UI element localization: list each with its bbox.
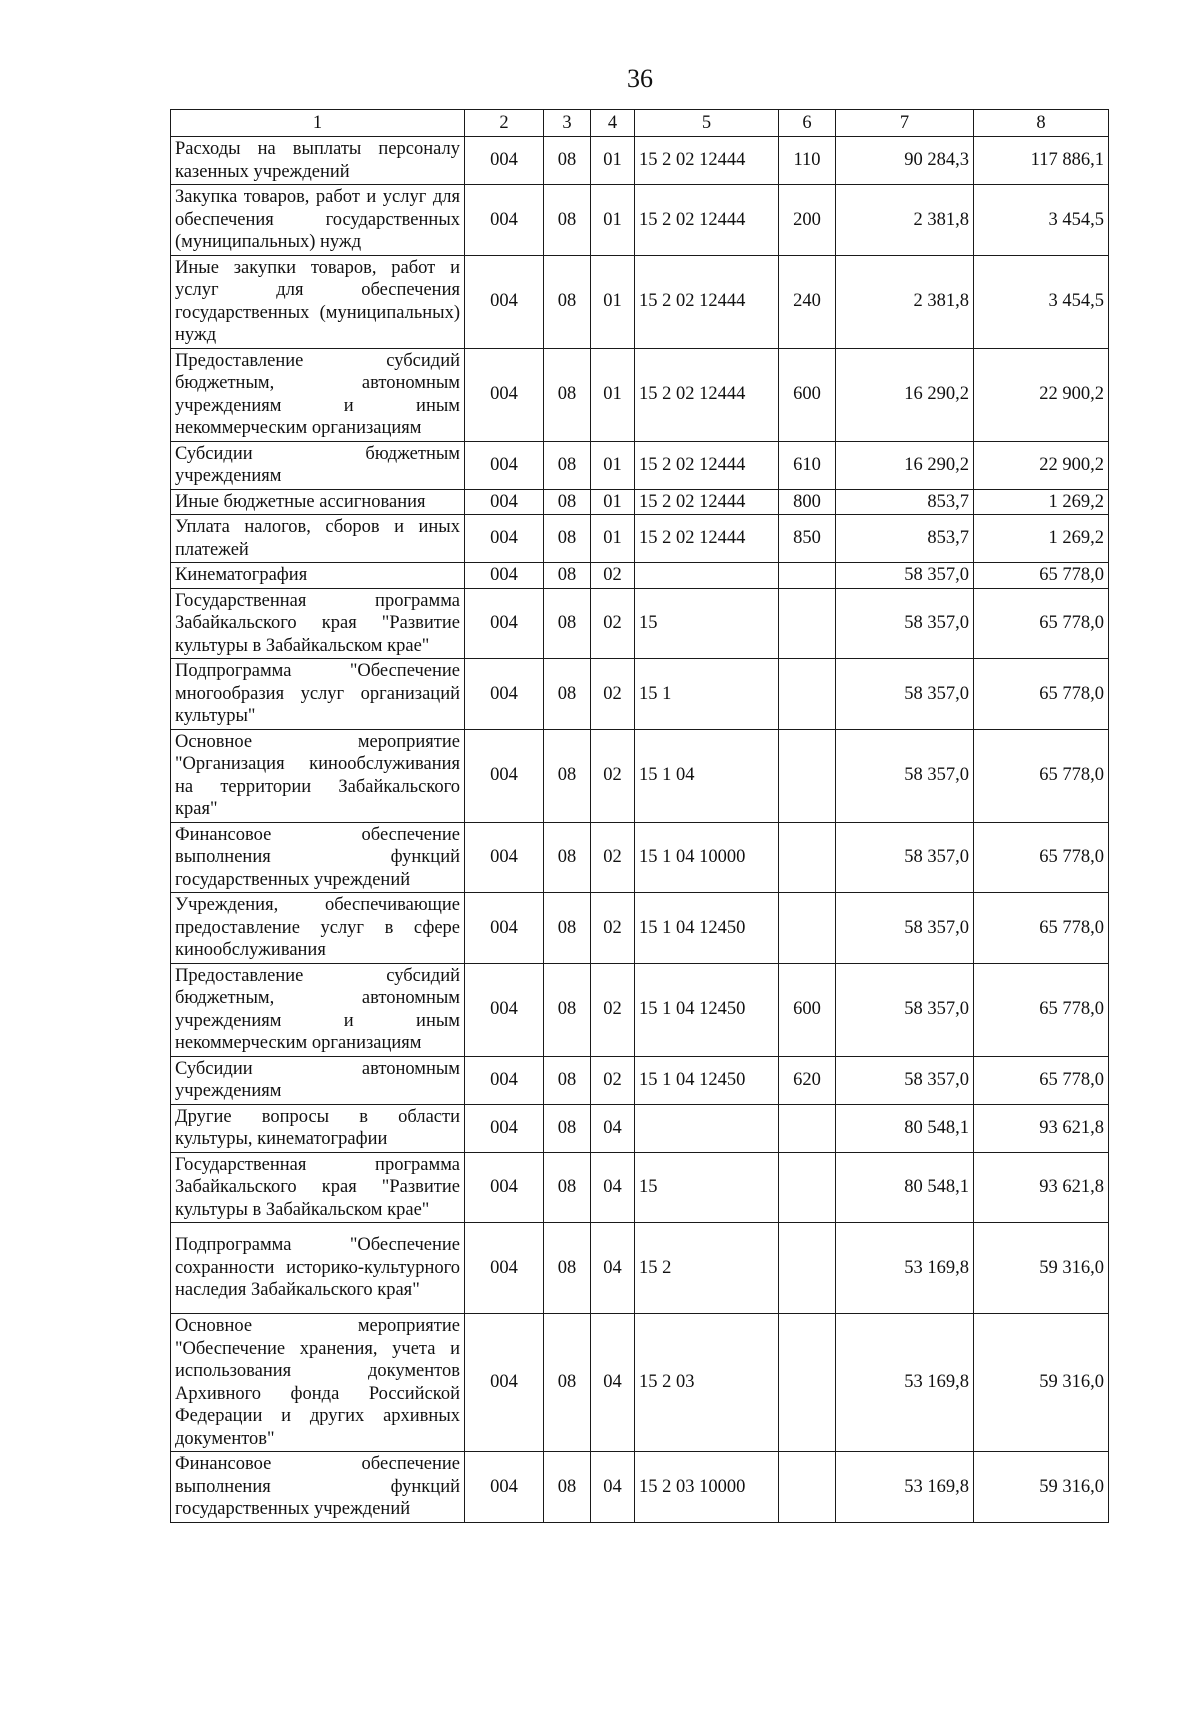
amount-year-1: 53 169,8 — [836, 1314, 974, 1452]
section-code: 08 — [544, 255, 591, 348]
table-row — [171, 963, 1109, 1056]
expense-type — [779, 659, 836, 730]
target-article: 15 1 04 12450 — [635, 893, 779, 964]
target-article: 15 2 03 — [635, 1314, 779, 1452]
target-article: 15 2 02 12444 — [635, 137, 779, 185]
expense-name: Государственная программа Забайкальского края "Развитие культуры в Забайкальском крае" — [171, 588, 465, 659]
amount-year-1: 853,7 — [836, 515, 974, 563]
section-code: 08 — [544, 822, 591, 893]
amount-year-1: 53 169,8 — [836, 1452, 974, 1523]
amount-year-1: 58 357,0 — [836, 563, 974, 589]
subsection-code: 02 — [591, 1056, 635, 1104]
amount-year-1: 16 290,2 — [836, 348, 974, 441]
ministry-code: 004 — [465, 515, 544, 563]
amount-year-1: 58 357,0 — [836, 659, 974, 730]
ministry-code: 004 — [465, 255, 544, 348]
amount-year-1: 16 290,2 — [836, 441, 974, 489]
target-article: 15 2 02 12444 — [635, 255, 779, 348]
amount-year-1: 58 357,0 — [836, 729, 974, 822]
target-article: 15 1 04 12450 — [635, 963, 779, 1056]
expense-type: 850 — [779, 515, 836, 563]
target-article: 15 2 03 10000 — [635, 1452, 779, 1523]
amount-year-2: 3 454,5 — [974, 255, 1109, 348]
amount-year-1: 58 357,0 — [836, 588, 974, 659]
amount-year-1: 80 548,1 — [836, 1152, 974, 1223]
amount-year-1: 90 284,3 — [836, 137, 974, 185]
expense-name: Государственная программа Забайкальского края "Развитие культуры в Забайкальском крае" — [171, 1152, 465, 1223]
amount-year-1: 80 548,1 — [836, 1104, 974, 1152]
expense-type: 620 — [779, 1056, 836, 1104]
target-article: 15 2 02 12444 — [635, 441, 779, 489]
expense-name: Подпрограмма "Обеспечение многообразия услуг организаций культуры" — [171, 659, 465, 730]
col-header: 6 — [779, 110, 836, 137]
amount-year-2: 65 778,0 — [974, 563, 1109, 589]
table-row — [171, 893, 1109, 964]
ministry-code: 004 — [465, 1152, 544, 1223]
ministry-code: 004 — [465, 963, 544, 1056]
table-row — [171, 348, 1109, 441]
section-code: 08 — [544, 137, 591, 185]
col-header: 1 — [171, 110, 465, 137]
section-code: 08 — [544, 1056, 591, 1104]
budget-table — [170, 109, 1109, 1523]
expense-type: 610 — [779, 441, 836, 489]
expense-type — [779, 1152, 836, 1223]
target-article: 15 2 — [635, 1223, 779, 1314]
section-code: 08 — [544, 588, 591, 659]
expense-type: 110 — [779, 137, 836, 185]
table-row — [171, 729, 1109, 822]
col-header: 4 — [591, 110, 635, 137]
col-header: 8 — [974, 110, 1109, 137]
table-row — [171, 1104, 1109, 1152]
amount-year-2: 59 316,0 — [974, 1452, 1109, 1523]
expense-name: Закупка товаров, работ и услуг для обеспечения государственных (муниципальных) нужд — [171, 185, 465, 256]
amount-year-2: 65 778,0 — [974, 822, 1109, 893]
table-row — [171, 1152, 1109, 1223]
amount-year-2: 65 778,0 — [974, 1056, 1109, 1104]
target-article: 15 — [635, 1152, 779, 1223]
section-code: 08 — [544, 729, 591, 822]
amount-year-1: 58 357,0 — [836, 822, 974, 893]
ministry-code: 004 — [465, 588, 544, 659]
amount-year-1: 2 381,8 — [836, 185, 974, 256]
subsection-code: 02 — [591, 659, 635, 730]
subsection-code: 01 — [591, 515, 635, 563]
expense-name: Расходы на выплаты персоналу казенных учреждений — [171, 137, 465, 185]
section-code: 08 — [544, 489, 591, 515]
section-code: 08 — [544, 1152, 591, 1223]
expense-name: Учреждения, обеспечивающие предоставление услуг в сфере кинообслуживания — [171, 893, 465, 964]
table-row — [171, 489, 1109, 515]
expense-type — [779, 563, 836, 589]
expense-name: Подпрограмма "Обеспечение сохранности историко-культурного наследия Забайкальского края" — [171, 1223, 465, 1314]
amount-year-1: 53 169,8 — [836, 1223, 974, 1314]
amount-year-2: 22 900,2 — [974, 441, 1109, 489]
col-header: 3 — [544, 110, 591, 137]
ministry-code: 004 — [465, 1452, 544, 1523]
ministry-code: 004 — [465, 1314, 544, 1452]
section-code: 08 — [544, 1104, 591, 1152]
target-article — [635, 1104, 779, 1152]
ministry-code: 004 — [465, 729, 544, 822]
amount-year-2: 22 900,2 — [974, 348, 1109, 441]
amount-year-2: 65 778,0 — [974, 963, 1109, 1056]
table-row — [171, 255, 1109, 348]
section-code: 08 — [544, 1452, 591, 1523]
amount-year-1: 58 357,0 — [836, 893, 974, 964]
table-row — [171, 185, 1109, 256]
table-row — [171, 588, 1109, 659]
target-article: 15 2 02 12444 — [635, 348, 779, 441]
table-row — [171, 1452, 1109, 1523]
target-article: 15 1 04 10000 — [635, 822, 779, 893]
amount-year-1: 2 381,8 — [836, 255, 974, 348]
amount-year-2: 3 454,5 — [974, 185, 1109, 256]
expense-type: 240 — [779, 255, 836, 348]
subsection-code: 01 — [591, 137, 635, 185]
amount-year-2: 117 886,1 — [974, 137, 1109, 185]
amount-year-2: 65 778,0 — [974, 729, 1109, 822]
expense-type — [779, 1314, 836, 1452]
ministry-code: 004 — [465, 489, 544, 515]
ministry-code: 004 — [465, 1104, 544, 1152]
col-header: 7 — [836, 110, 974, 137]
expense-type: 200 — [779, 185, 836, 256]
amount-year-1: 58 357,0 — [836, 1056, 974, 1104]
amount-year-1: 58 357,0 — [836, 963, 974, 1056]
subsection-code: 04 — [591, 1223, 635, 1314]
ministry-code: 004 — [465, 137, 544, 185]
subsection-code: 04 — [591, 1152, 635, 1223]
subsection-code: 02 — [591, 588, 635, 659]
amount-year-2: 93 621,8 — [974, 1152, 1109, 1223]
expense-type — [779, 1223, 836, 1314]
expense-name: Основное мероприятие "Организация кинообслуживания на территории Забайкальского края" — [171, 729, 465, 822]
target-article: 15 1 04 — [635, 729, 779, 822]
table-row — [171, 659, 1109, 730]
subsection-code: 01 — [591, 348, 635, 441]
expense-type: 600 — [779, 963, 836, 1056]
subsection-code: 01 — [591, 441, 635, 489]
expense-type — [779, 822, 836, 893]
expense-name: Предоставление субсидий бюджетным, автономным учреждениям и иным некоммерческим организациям — [171, 348, 465, 441]
target-article: 15 1 — [635, 659, 779, 730]
table-row — [171, 1314, 1109, 1452]
section-code: 08 — [544, 563, 591, 589]
col-header: 2 — [465, 110, 544, 137]
subsection-code: 01 — [591, 185, 635, 256]
expense-type: 800 — [779, 489, 836, 515]
ministry-code: 004 — [465, 659, 544, 730]
amount-year-2: 59 316,0 — [974, 1223, 1109, 1314]
expense-name: Другие вопросы в области культуры, кинематографии — [171, 1104, 465, 1152]
section-code: 08 — [544, 893, 591, 964]
ministry-code: 004 — [465, 893, 544, 964]
target-article: 15 2 02 12444 — [635, 185, 779, 256]
table-row — [171, 563, 1109, 589]
amount-year-2: 65 778,0 — [974, 588, 1109, 659]
amount-year-1: 853,7 — [836, 489, 974, 515]
ministry-code: 004 — [465, 1223, 544, 1314]
expense-name: Иные закупки товаров, работ и услуг для обеспечения государственных (муниципальных) нужд — [171, 255, 465, 348]
subsection-code: 02 — [591, 963, 635, 1056]
ministry-code: 004 — [465, 185, 544, 256]
subsection-code: 01 — [591, 255, 635, 348]
target-article: 15 — [635, 588, 779, 659]
section-code: 08 — [544, 659, 591, 730]
section-code: 08 — [544, 185, 591, 256]
subsection-code: 04 — [591, 1104, 635, 1152]
table-row — [171, 137, 1109, 185]
ministry-code: 004 — [465, 822, 544, 893]
amount-year-2: 65 778,0 — [974, 893, 1109, 964]
subsection-code: 02 — [591, 563, 635, 589]
expense-name: Основное мероприятие "Обеспечение хранения, учета и использования документов Архивного фонда Российской Федерации и других архивных документов" — [171, 1314, 465, 1452]
amount-year-2: 65 778,0 — [974, 659, 1109, 730]
subsection-code: 02 — [591, 729, 635, 822]
subsection-code: 02 — [591, 822, 635, 893]
section-code: 08 — [544, 1314, 591, 1452]
expense-type — [779, 1104, 836, 1152]
expense-type: 600 — [779, 348, 836, 441]
expense-name: Предоставление субсидий бюджетным, автономным учреждениям и иным некоммерческим организациям — [171, 963, 465, 1056]
subsection-code: 04 — [591, 1314, 635, 1452]
ministry-code: 004 — [465, 1056, 544, 1104]
subsection-code: 02 — [591, 893, 635, 964]
section-code: 08 — [544, 515, 591, 563]
subsection-code: 01 — [591, 489, 635, 515]
expense-type — [779, 893, 836, 964]
page-number: 36 — [627, 64, 653, 93]
section-code: 08 — [544, 963, 591, 1056]
table-row — [171, 1056, 1109, 1104]
target-article: 15 2 02 12444 — [635, 515, 779, 563]
table-row — [171, 515, 1109, 563]
table-row — [171, 441, 1109, 489]
expense-name: Иные бюджетные ассигнования — [171, 489, 465, 515]
ministry-code: 004 — [465, 441, 544, 489]
subsection-code: 04 — [591, 1452, 635, 1523]
expense-name: Субсидии бюджетным учреждениям — [171, 441, 465, 489]
expense-name: Финансовое обеспечение выполнения функций государственных учреждений — [171, 822, 465, 893]
expense-name: Финансовое обеспечение выполнения функций государственных учреждений — [171, 1452, 465, 1523]
table-row — [171, 822, 1109, 893]
amount-year-2: 59 316,0 — [974, 1314, 1109, 1452]
section-code: 08 — [544, 348, 591, 441]
amount-year-2: 1 269,2 — [974, 489, 1109, 515]
expense-name: Уплата налогов, сборов и иных платежей — [171, 515, 465, 563]
expense-type — [779, 1452, 836, 1523]
section-code: 08 — [544, 441, 591, 489]
section-code: 08 — [544, 1223, 591, 1314]
amount-year-2: 93 621,8 — [974, 1104, 1109, 1152]
ministry-code: 004 — [465, 348, 544, 441]
expense-name: Субсидии автономным учреждениям — [171, 1056, 465, 1104]
target-article: 15 1 04 12450 — [635, 1056, 779, 1104]
expense-type — [779, 729, 836, 822]
header-row — [171, 110, 1109, 137]
col-header: 5 — [635, 110, 779, 137]
target-article — [635, 563, 779, 589]
expense-type — [779, 588, 836, 659]
ministry-code: 004 — [465, 563, 544, 589]
target-article: 15 2 02 12444 — [635, 489, 779, 515]
expense-name: Кинематография — [171, 563, 465, 589]
amount-year-2: 1 269,2 — [974, 515, 1109, 563]
table-row — [171, 1223, 1109, 1314]
